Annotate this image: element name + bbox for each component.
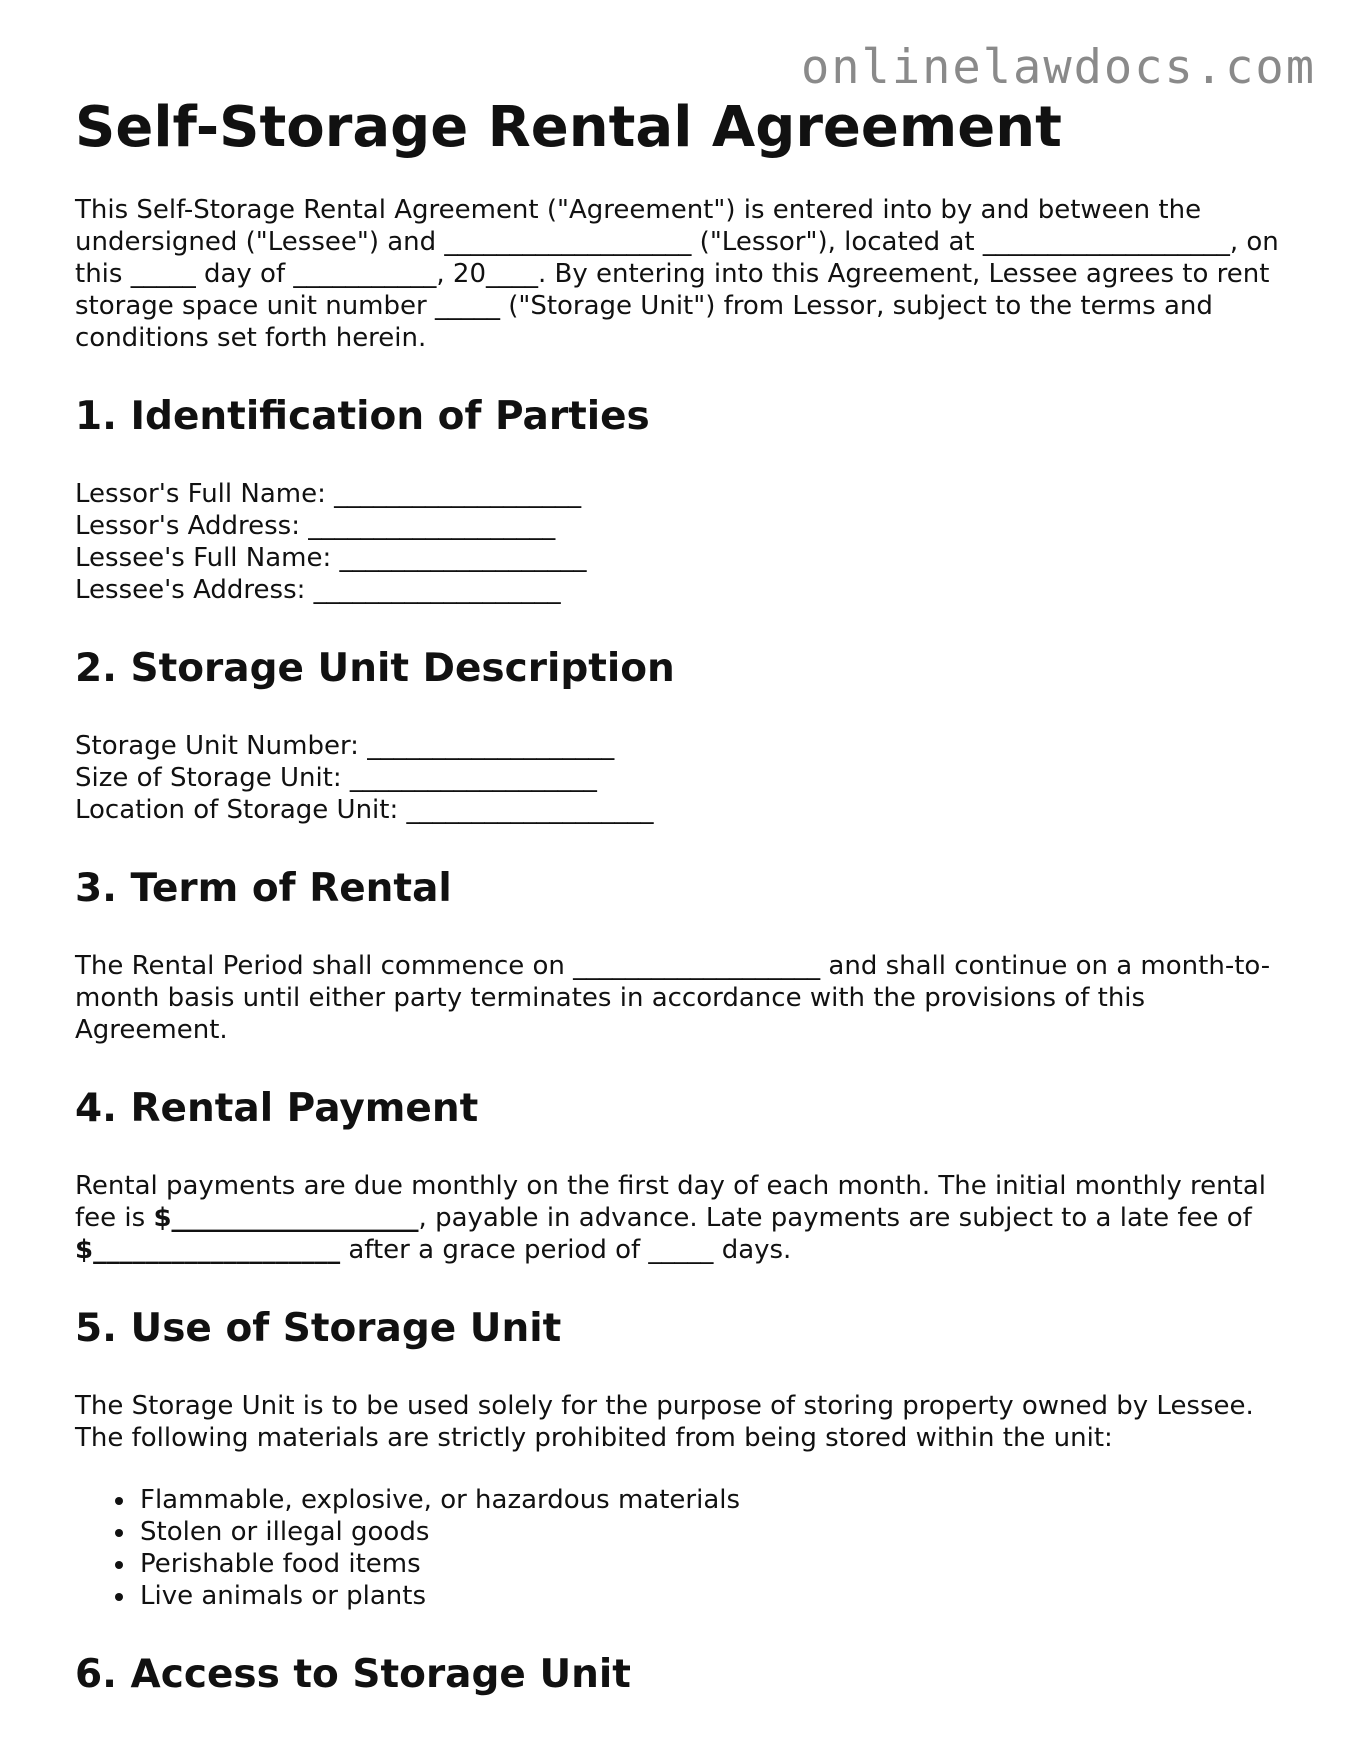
section-heading-term: 3. Term of Rental	[75, 866, 452, 911]
list-item: Flammable, explosive, or hazardous materials	[140, 1484, 1290, 1516]
lessor-name-field: Lessor's Full Name: ___________________	[75, 479, 582, 509]
payment-paragraph	[75, 1170, 1290, 1266]
section-heading-parties: 1. Identification of Parties	[75, 394, 650, 439]
term-paragraph: The Rental Period shall commence on ___________________ and shall continue on a month-to-month basis until either party terminates in accordance with the provisions of this Agreement.	[75, 951, 1271, 1045]
lessee-address-field: Lessee's Address: ___________________	[75, 575, 561, 605]
list-item: Live animals or plants	[140, 1580, 1290, 1612]
unit-location-field: Location of Storage Unit: ___________________	[75, 795, 654, 825]
parties-fields	[75, 478, 1290, 606]
section-heading-payment: 4. Rental Payment	[75, 1086, 479, 1131]
document-body	[75, 96, 1290, 1736]
watermark: onlinelawdocs.com	[800, 40, 1316, 95]
prohibited-items-list	[75, 1484, 1290, 1612]
lessor-address-field: Lessor's Address: ___________________	[75, 511, 556, 541]
use-paragraph: The Storage Unit is to be used solely for the purpose of storing property owned by Lessee. The following materials are strictly prohibited from being stored within the unit:	[75, 1391, 1254, 1453]
payment-text-a: Rental payments are due monthly on the first day of each month. The initial monthly rental fee is	[75, 1171, 1266, 1233]
section-heading-access: 6. Access to Storage Unit	[75, 1652, 631, 1697]
payment-text-b: , payable in advance. Late payments are subject to a late fee of	[418, 1203, 1252, 1233]
unit-size-field: Size of Storage Unit: ___________________	[75, 763, 597, 793]
lessee-name-field: Lessee's Full Name: ___________________	[75, 543, 587, 573]
intro-paragraph: This Self-Storage Rental Agreement ("Agreement") is entered into by and between the undersigned ("Lessee") and ___________________ ("Lessor"), located at ___________________, on this _____ day of ___________, 20____. By entering into this Agreement, Lessee agrees to rent storage space unit number _____ ("Storage Unit") from Lessor, subject to the terms and conditions set forth herein.	[75, 195, 1279, 353]
late-fee-blank: $___________________	[75, 1235, 341, 1265]
list-item: Stolen or illegal goods	[140, 1516, 1290, 1548]
section-heading-use: 5. Use of Storage Unit	[75, 1306, 562, 1351]
section-heading-unit-description: 2. Storage Unit Description	[75, 646, 675, 691]
document-title: Self-Storage Rental Agreement	[75, 95, 1062, 160]
unit-fields	[75, 730, 1290, 826]
payment-text-c: after a grace period of _____ days.	[340, 1235, 792, 1265]
list-item: Perishable food items	[140, 1548, 1290, 1580]
monthly-fee-blank: $___________________	[153, 1203, 419, 1233]
unit-number-field: Storage Unit Number: ___________________	[75, 731, 615, 761]
